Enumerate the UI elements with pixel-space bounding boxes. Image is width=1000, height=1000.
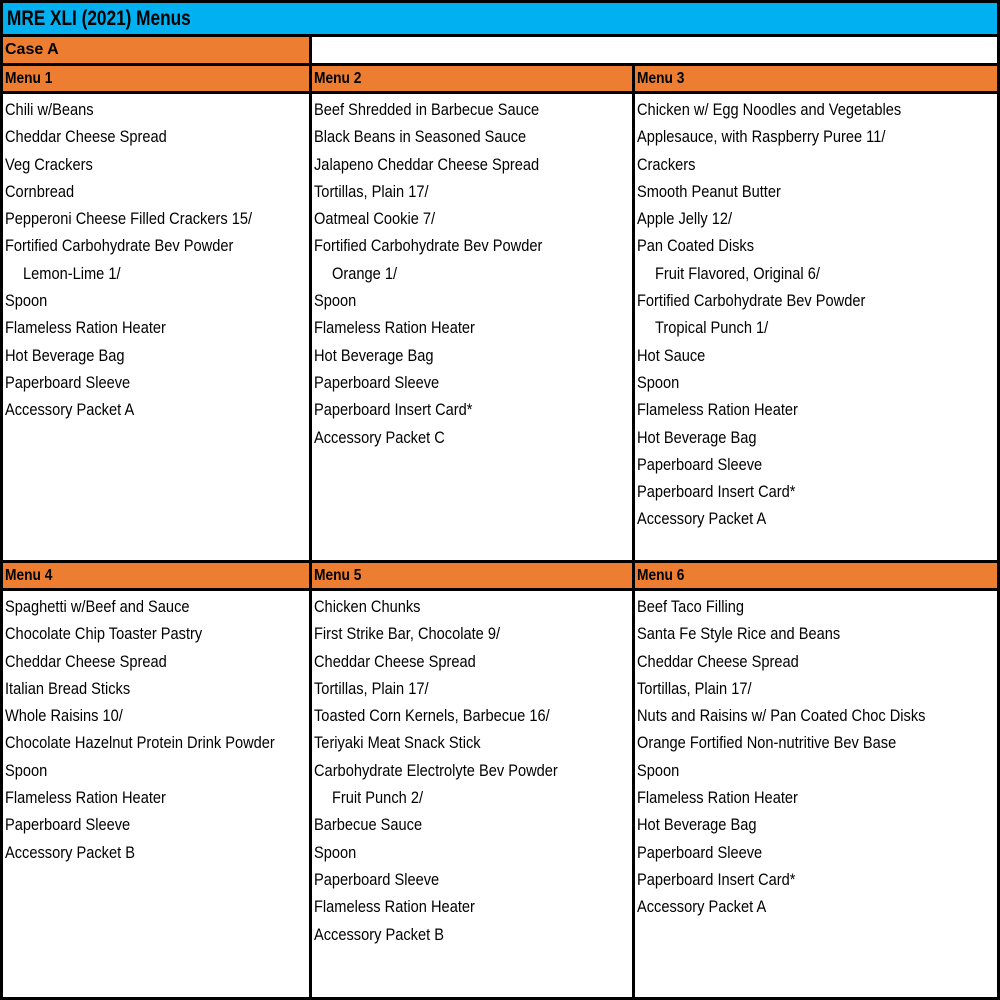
menu-item: Teriyaki Meat Snack Stick [314, 733, 481, 753]
menu-header: Menu 5 [312, 563, 632, 591]
menu-item: Tropical Punch 1/ [655, 318, 769, 338]
menu-item: Cheddar Cheese Spread [5, 651, 167, 671]
menu-item: Spoon [314, 291, 357, 311]
menu-item-list [635, 591, 997, 921]
menu-header: Menu 4 [3, 563, 309, 591]
menu-column-4 [3, 560, 312, 997]
menu-item: Accessory Packet B [5, 842, 136, 862]
case-label: Case A [3, 37, 312, 66]
menu-item: Jalapeno Cheddar Cheese Spread [314, 154, 540, 174]
menu-item: Paperboard Sleeve [637, 454, 763, 474]
menu-item: Veg Crackers [5, 154, 93, 174]
menu-item: Flameless Ration Heater [637, 788, 798, 808]
menu-item: Flameless Ration Heater [314, 318, 475, 338]
menu-item: Chicken w/ Egg Noodles and Vegetables [637, 100, 902, 119]
menu-item: Chocolate Hazelnut Protein Drink Powder [5, 733, 275, 753]
menu-header: Menu 1 [3, 66, 309, 94]
menu-item-list [312, 591, 632, 948]
menu-item: Applesauce, with Raspberry Puree 11/ [637, 127, 886, 147]
menu-header: Menu 6 [635, 563, 997, 591]
menu-item: Hot Beverage Bag [314, 345, 434, 365]
menu-item: Paperboard Sleeve [314, 372, 440, 392]
menu-item: Orange 1/ [332, 263, 398, 283]
menu-item: Chili w/Beans [5, 100, 94, 119]
menu-item: Paperboard Sleeve [314, 869, 440, 889]
menu-item: Spoon [637, 760, 680, 780]
menu-item: Flameless Ration Heater [5, 788, 166, 808]
menu-item: Pan Coated Disks [637, 236, 755, 256]
menu-item-list [3, 94, 309, 424]
menu-item: Fortified Carbohydrate Bev Powder [5, 236, 234, 256]
menu-item: Chocolate Chip Toaster Pastry [5, 624, 203, 644]
menu-item-list [3, 591, 309, 866]
menu-item: Orange Fortified Non-nutritive Bev Base [637, 733, 897, 753]
menu-item: Hot Sauce [637, 345, 706, 365]
menu-item: Fruit Punch 2/ [332, 788, 424, 808]
menu-item: Accessory Packet A [637, 509, 767, 529]
menu-header: Menu 2 [312, 66, 632, 94]
menu-item: Paperboard Sleeve [5, 815, 131, 835]
menu-item: Accessory Packet A [637, 897, 767, 917]
menu-item: Paperboard Sleeve [637, 842, 763, 862]
menu-item: Paperboard Insert Card* [637, 482, 796, 502]
menu-item: Black Beans in Seasoned Sauce [314, 127, 527, 147]
menu-item: Smooth Peanut Butter [637, 181, 781, 201]
menu-item: Barbecue Sauce [314, 815, 423, 835]
menu-item: Tortillas, Plain 17/ [314, 678, 429, 698]
menu-item: Whole Raisins 10/ [5, 706, 123, 726]
menu-item: Hot Beverage Bag [637, 427, 757, 447]
menu-item-list [312, 94, 632, 451]
menu-item: Spoon [5, 291, 48, 311]
menu-item: First Strike Bar, Chocolate 9/ [314, 624, 501, 644]
menu-item: Fortified Carbohydrate Bev Powder [314, 236, 543, 256]
menu-item: Oatmeal Cookie 7/ [314, 209, 436, 229]
menu-header: Menu 3 [635, 66, 997, 94]
menu-item: Flameless Ration Heater [314, 897, 475, 917]
menu-item: Accessory Packet C [314, 427, 445, 447]
menu-item: Pepperoni Cheese Filled Crackers 15/ [5, 209, 253, 229]
menu-item: Accessory Packet A [5, 400, 135, 420]
menu-item: Hot Beverage Bag [5, 345, 125, 365]
menu-item: Spaghetti w/Beef and Sauce [5, 597, 190, 616]
menu-item: Chicken Chunks [314, 597, 421, 616]
menu-item: Carbohydrate Electrolyte Bev Powder [314, 760, 558, 780]
menu-item: Cheddar Cheese Spread [314, 651, 476, 671]
menu-item: Spoon [314, 842, 357, 862]
menu-item: Accessory Packet B [314, 924, 445, 944]
menu-item: Hot Beverage Bag [637, 815, 757, 835]
menu-item: Paperboard Insert Card* [637, 869, 796, 889]
menu-item: Beef Taco Filling [637, 597, 745, 616]
menu-column-3 [635, 66, 997, 560]
menu-item: Cornbread [5, 181, 75, 201]
menu-column-6 [635, 560, 997, 997]
menu-item: Flameless Ration Heater [5, 318, 166, 338]
menu-item: Paperboard Insert Card* [314, 400, 473, 420]
sheet-title: MRE XLI (2021) Menus [3, 3, 997, 37]
menu-column-2 [312, 66, 635, 560]
menu-item: Fortified Carbohydrate Bev Powder [637, 291, 866, 311]
menu-item: Italian Bread Sticks [5, 678, 131, 698]
menu-item-list [635, 94, 997, 533]
menu-item: Flameless Ration Heater [637, 400, 798, 420]
menu-item: Nuts and Raisins w/ Pan Coated Choc Disks [637, 706, 926, 726]
menu-item: Paperboard Sleeve [5, 372, 131, 392]
case-blank-cell [312, 37, 997, 66]
menu-item: Fruit Flavored, Original 6/ [655, 263, 820, 283]
menu-item: Spoon [5, 760, 48, 780]
menu-column-5 [312, 560, 635, 997]
menu-item: Beef Shredded in Barbecue Sauce [314, 100, 540, 119]
menu-item: Tortillas, Plain 17/ [314, 181, 429, 201]
menu-item: Crackers [637, 154, 696, 174]
menu-item: Tortillas, Plain 17/ [637, 678, 752, 698]
menu-item: Apple Jelly 12/ [637, 209, 733, 229]
menu-item: Toasted Corn Kernels, Barbecue 16/ [314, 706, 550, 726]
menu-item: Spoon [637, 372, 680, 392]
menu-item: Lemon-Lime 1/ [23, 263, 121, 283]
menu-item: Cheddar Cheese Spread [637, 651, 799, 671]
menu-item: Cheddar Cheese Spread [5, 127, 167, 147]
menu-item: Santa Fe Style Rice and Beans [637, 624, 841, 644]
menu-column-1 [3, 66, 312, 560]
